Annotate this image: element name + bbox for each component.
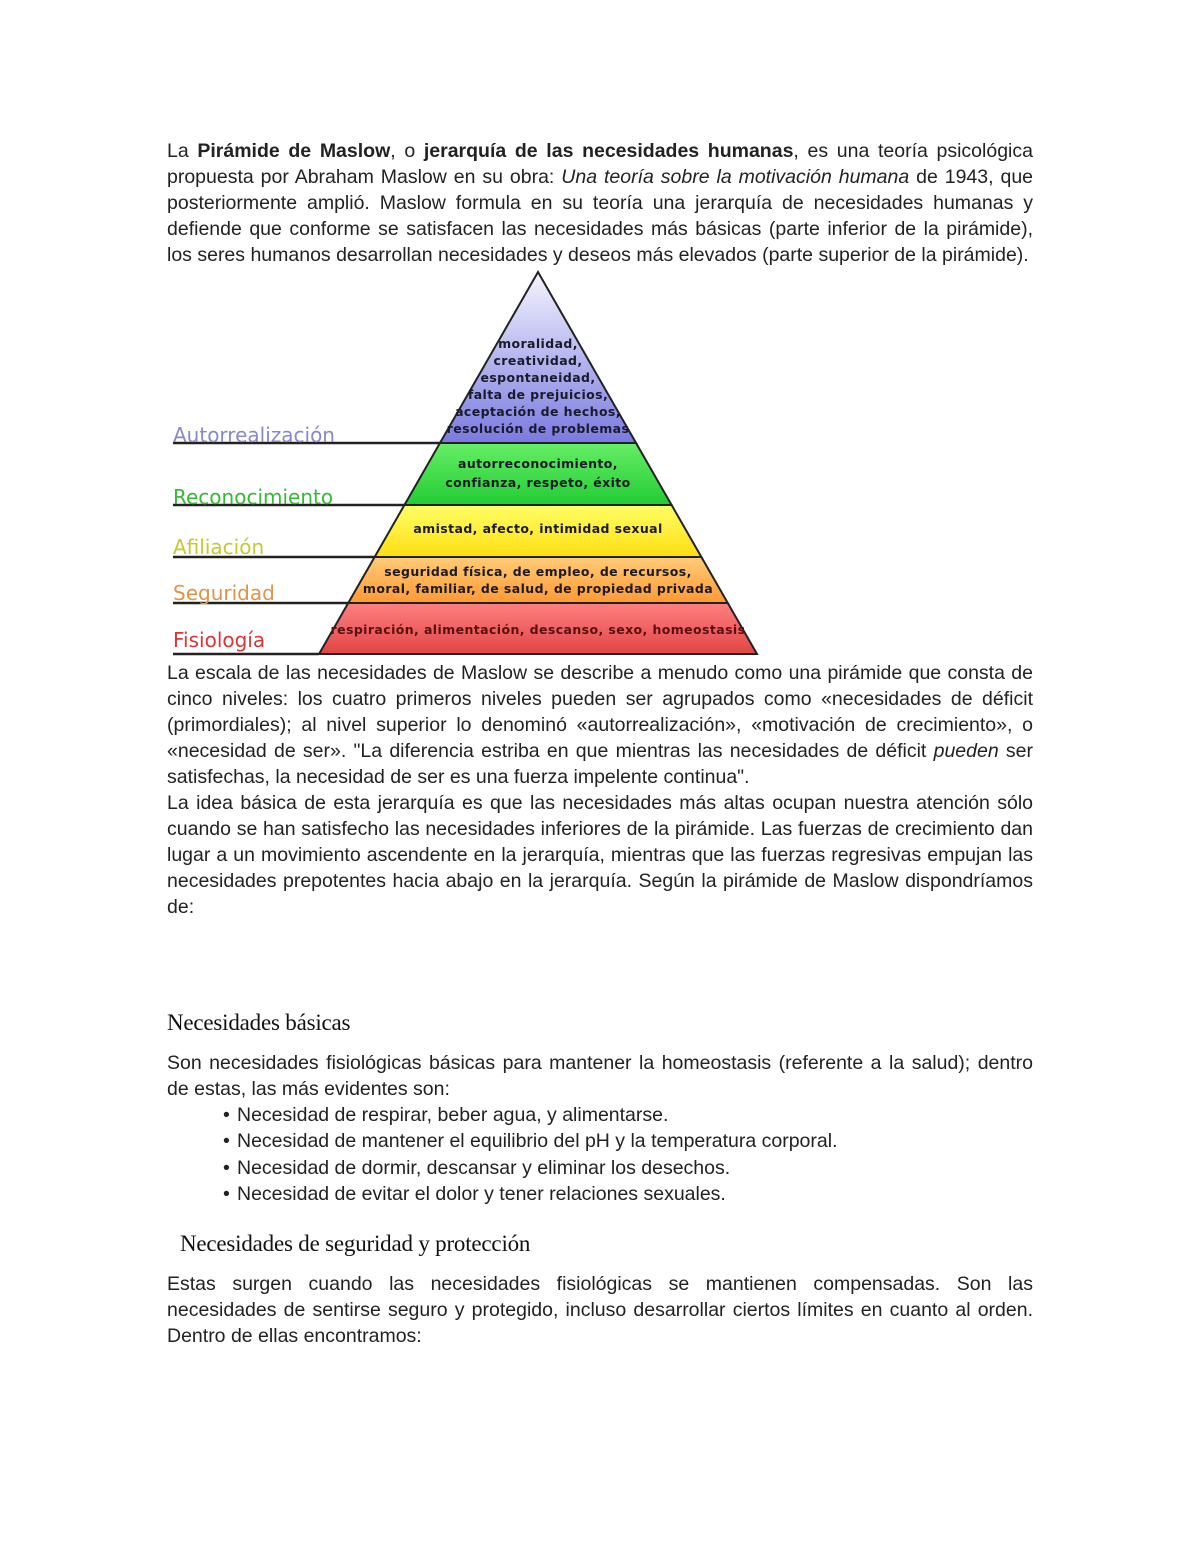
- intro-italic-title: Una teoría sobre la motivación humana: [561, 166, 910, 188]
- paragraph-idea-basica: La idea básica de esta jerarquía es que las necesidades más altas ocupan nuestra atención sólo cuando se han satisfecho las necesidades inferiores de la pirámide. Las fuerzas de crecimiento dan lugar a un movimiento ascendente en la jerarquía, mientras que las fuerzas regresivas empujan las necesidades prepotentes hacia abajo en la jerarquía. Según la pirámide de Maslow dispondríamos de:: [167, 792, 1033, 918]
- spacer: [167, 920, 1033, 1008]
- list-item: • Necesidad de dormir, descansar y eliminar los desechos.: [237, 1155, 1033, 1181]
- intro-bold-maslow: Pirámide de Maslow: [197, 140, 391, 162]
- pyramid-level-text: espontaneidad,: [480, 370, 596, 385]
- maslow-pyramid-figure: [167, 268, 1033, 660]
- pyramid-level-text: resolución de problemas: [446, 421, 630, 436]
- pyramid-level-text: falta de prejuicios,: [467, 387, 609, 402]
- pyramid-level-text: moralidad,: [498, 336, 578, 351]
- pyramid-level-text: amistad, afecto, intimidad sexual: [413, 521, 663, 536]
- pyramid-level-text: moral, familiar, de salud, de propiedad privada: [362, 581, 714, 596]
- pyramid-level-text: seguridad física, de empleo, de recursos,: [384, 564, 692, 579]
- para2-text-2: ser satisfechas, la necesidad de ser es una fuerza impelente continua".: [167, 740, 1033, 788]
- intro-bold-jerarquia: jerarquía de las necesidades humanas: [423, 140, 794, 162]
- intro-text-4: de 1943, que posteriormente amplió. Maslow formula en su teoría una jerarquía de necesidades humanas y defiende que conforme se satisfacen las necesidades más básicas (parte inferior de la pirámide), los seres humanos desarrollan necesidades y deseos más elevados (parte superior de la pirámide).: [167, 166, 1034, 266]
- pyramid-level-text: confianza, respeto, éxito: [445, 475, 631, 490]
- pyramid-level-label: Fisiología: [173, 628, 266, 652]
- intro-text-3: , es una teoría psicológica propuesta por Abraham Maslow en su obra:: [167, 140, 1033, 188]
- para2-text-1: La escala de las necesidades de Maslow se describe a menudo como una pirámide que consta de cinco niveles: los cuatro primeros niveles pueden ser agrupados como «necesidades de déficit (primordiales); al nivel superior lo denominó «autorrealización», «motivación de crecimiento», o «necesidad de ser». "La diferencia estriba en que mientras las necesidades de déficit: [167, 662, 1033, 762]
- pyramid-level-2: [404, 443, 671, 505]
- list-item: • Necesidad de mantener el equilibrio del pH y la temperatura corporal.: [237, 1128, 1033, 1154]
- intro-text-1: La: [167, 140, 198, 162]
- paragraph-escala: [167, 660, 1033, 790]
- list-basicas: [167, 1102, 1033, 1207]
- list-item: • Necesidad de evitar el dolor y tener relaciones sexuales.: [237, 1181, 1033, 1207]
- intro-text-2: , o: [390, 140, 424, 162]
- paragraph-basicas: Son necesidades fisiológicas básicas para mantener la homeostasis (referente a la salud); dentro de estas, las más evidentes son:: [167, 1052, 1033, 1100]
- pyramid-level-label: Reconocimiento: [173, 485, 334, 509]
- pyramid-level-text: creatividad,: [493, 353, 583, 368]
- document-page: [167, 138, 1033, 1349]
- list-item: • Necesidad de respirar, beber agua, y alimentarse.: [237, 1102, 1033, 1128]
- heading-necesidades-seguridad: Necesidades de seguridad y protección: [180, 1231, 531, 1257]
- pyramid-level-label: Seguridad: [173, 581, 275, 605]
- heading-necesidades-basicas: Necesidades básicas: [167, 1010, 351, 1035]
- paragraph-seguridad: Estas surgen cuando las necesidades fisiológicas se mantienen compensadas. Son las necesidades de sentirse seguro y protegido, incluso desarrollar ciertos límites en cuanto al orden. Dentro de ellas encontramos:: [167, 1273, 1033, 1348]
- pyramid-level-text: autorreconocimiento,: [458, 456, 618, 471]
- pyramid-level-label: Afiliación: [173, 535, 265, 559]
- intro-paragraph: [167, 138, 1033, 268]
- maslow-pyramid-svg: [167, 268, 1033, 660]
- pyramid-level-text: aceptación de hechos,: [455, 404, 621, 419]
- para2-italic: pueden: [933, 740, 999, 762]
- pyramid-level-label: Autorrealización: [173, 423, 335, 447]
- pyramid-level-text: respiración, alimentación, descanso, sexo, homeostasis: [330, 622, 746, 637]
